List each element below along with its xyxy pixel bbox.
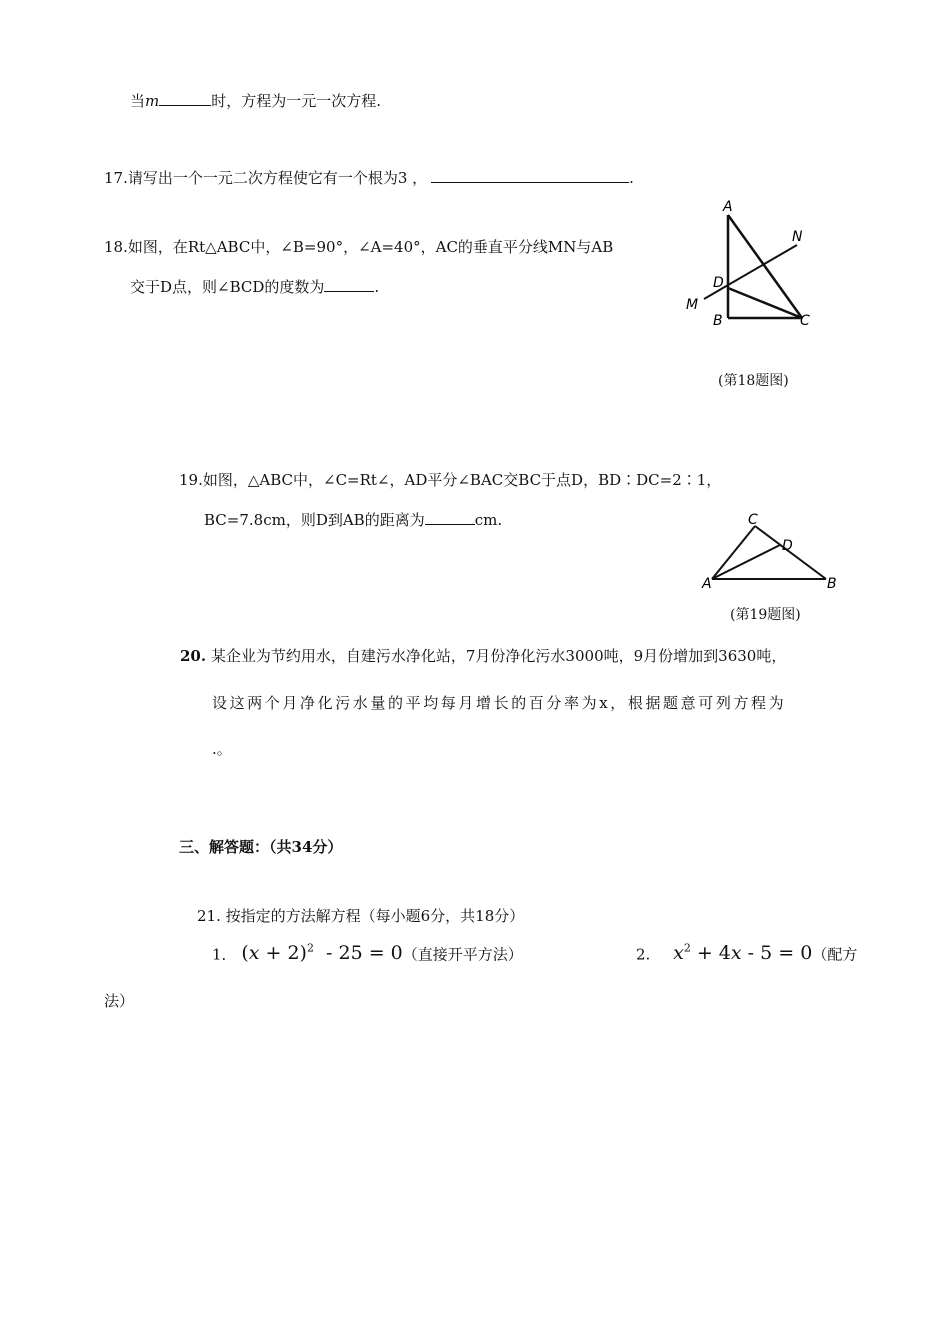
q21-text: 21. 按指定的方法解方程（每小题6分，共18分） bbox=[197, 907, 525, 925]
q17-end: . bbox=[629, 169, 634, 187]
q16-prefix: 当 bbox=[130, 92, 146, 110]
q20-line1: 某企业为节约用水，自建污水净化站，7月份净化污水3000吨，9月份增加到3630吨， bbox=[210, 647, 787, 665]
q18-line2-wrap bbox=[130, 276, 379, 297]
q21-p1-equation: $(x + 2)^2 - 25 = 0$ bbox=[241, 942, 403, 965]
q18-label-c: C bbox=[800, 313, 810, 329]
q21-p2-method: （配方 bbox=[812, 945, 858, 964]
q16-tail-line bbox=[130, 90, 381, 111]
q16-blank[interactable] bbox=[159, 90, 211, 106]
q18-label-d: D bbox=[713, 275, 724, 291]
q19-unit: cm. bbox=[474, 511, 503, 529]
q18-label-a: A bbox=[723, 199, 733, 215]
q19-blank[interactable] bbox=[425, 509, 475, 525]
q19-line2-wrap bbox=[204, 509, 502, 530]
q19-label-d: D bbox=[782, 538, 793, 554]
q21-p1 bbox=[212, 942, 523, 964]
q21-p2-equation: $x^2 + 4x - 5 = 0$ bbox=[673, 942, 813, 965]
section3-title: 三、解答题：（共34分） bbox=[179, 838, 343, 856]
q19-figure bbox=[698, 510, 846, 594]
q19-label-b: B bbox=[827, 576, 837, 592]
q18-end: . bbox=[374, 278, 380, 296]
q21-p2 bbox=[636, 942, 857, 964]
q21-p1-method: （直接开平方法） bbox=[402, 945, 523, 964]
q19-caption: (第19题图) bbox=[730, 607, 801, 623]
q19-line1: 19.如图，△ABC中，∠C=Rt∠，AD平分∠BAC交BC于点D，BD∶DC=2∶1， bbox=[179, 471, 722, 489]
q20-number: 20. bbox=[180, 647, 207, 665]
q21-p2-method-end: 法） bbox=[104, 992, 135, 1010]
q16-suffix: 时，方程为一元一次方程. bbox=[211, 92, 382, 110]
q19-seg-ac bbox=[712, 526, 755, 579]
q21-p1-num: 1． bbox=[212, 945, 237, 964]
q17-line bbox=[104, 167, 634, 188]
q20-line2: 设这两个月净化污水量的平均每月增长的百分率为x，根据题意可列方程为 bbox=[212, 694, 787, 712]
q18-label-b: B bbox=[713, 313, 723, 329]
q18-line1: 18.如图，在Rt△ABC中，∠B=90°，∠A=40°，AC的垂直平分线MN与AB bbox=[104, 238, 614, 256]
q20-line1-wrap bbox=[180, 645, 786, 666]
q18-blank[interactable] bbox=[324, 276, 374, 292]
q19-label-c: C bbox=[748, 512, 758, 528]
q17-text: 17.请写出一个一元二次方程使它有一个根为3 ， bbox=[104, 169, 428, 187]
q18-label-n: N bbox=[792, 229, 803, 245]
q21-p2-num: 2. bbox=[636, 945, 651, 964]
q18-figure bbox=[680, 195, 840, 340]
q20-line3: .。 bbox=[212, 740, 232, 758]
q16-var: m bbox=[145, 92, 160, 110]
q19-label-a: A bbox=[702, 576, 712, 592]
q18-label-m: M bbox=[686, 297, 699, 313]
q18-caption: (第18题图) bbox=[718, 373, 789, 389]
q19-seg-ad bbox=[712, 545, 780, 579]
q17-blank[interactable] bbox=[431, 167, 629, 183]
q19-line2: BC=7.8cm，则D到AB的距离为 bbox=[204, 511, 425, 529]
q18-line2: 交于D点，则∠BCD的度数为 bbox=[130, 278, 325, 296]
